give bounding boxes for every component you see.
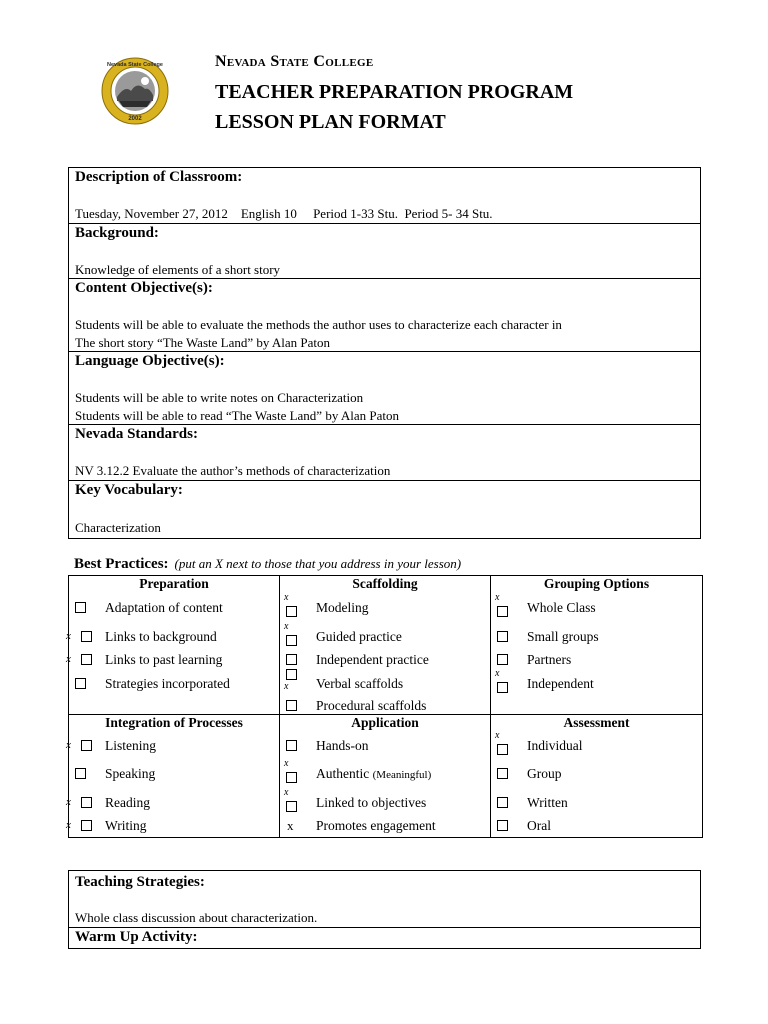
checkbox[interactable] <box>81 631 92 642</box>
checklist-item <box>66 738 279 754</box>
checklist-item <box>280 758 490 782</box>
item-label: Partners <box>527 652 572 667</box>
group-grouping-options <box>491 576 703 715</box>
checklist-item <box>280 698 490 714</box>
checkbox[interactable] <box>81 797 92 808</box>
item-label: Modeling <box>316 600 369 615</box>
best-practices-grid <box>68 575 703 838</box>
x-mark: x <box>284 787 289 798</box>
group-preparation <box>66 576 280 715</box>
checkbox[interactable] <box>497 631 508 642</box>
checklist-item <box>66 629 279 645</box>
checklist-item <box>491 668 702 692</box>
item-label: Verbal scaffolds <box>316 676 404 691</box>
section-background <box>69 224 700 279</box>
checklist-item <box>66 652 279 668</box>
item-label: Whole Class <box>527 600 596 615</box>
checklist-item <box>280 738 490 754</box>
body-line: Students will be able to write notes on Characterization <box>75 390 364 405</box>
body-line: Whole class discussion about characterization. <box>75 910 318 925</box>
checkbox[interactable] <box>497 768 508 779</box>
group-heading: Integration of Processes <box>105 715 243 730</box>
section-nevada-standards <box>69 425 700 481</box>
item-label-main: Authentic <box>316 766 370 781</box>
item-label: Listening <box>105 738 156 753</box>
checklist-item <box>491 652 702 668</box>
checklist-item <box>280 592 490 616</box>
group-heading: Preparation <box>139 576 209 591</box>
best-practices-label: Best Practices: <box>74 556 169 572</box>
checkbox[interactable] <box>75 768 86 779</box>
checkbox[interactable] <box>497 606 508 617</box>
item-label: Procedural scaffolds <box>316 698 427 713</box>
x-mark: x <box>66 739 71 751</box>
section-title: Nevada Standards: <box>75 426 198 442</box>
section-title: Language Objective(s): <box>75 353 225 369</box>
checklist-item <box>66 818 279 834</box>
section-body <box>75 462 390 480</box>
checkbox[interactable] <box>497 654 508 665</box>
checkbox[interactable] <box>75 678 86 689</box>
checklist-item <box>491 766 702 782</box>
item-label-sub: (Meaningful) <box>372 769 432 781</box>
item-label: Hands-on <box>316 738 369 753</box>
checklist-item <box>280 818 490 834</box>
section-title: Key Vocabulary: <box>75 482 183 498</box>
checklist-item <box>280 652 490 668</box>
teaching-box <box>68 870 701 949</box>
item-label: Oral <box>527 818 551 833</box>
item-label: Writing <box>105 818 147 833</box>
x-mark: x <box>284 758 289 769</box>
section-content-objectives <box>69 279 700 352</box>
group-heading: Assessment <box>563 715 630 730</box>
x-mark: x <box>66 630 71 642</box>
group-scaffolding <box>280 576 491 715</box>
checkbox[interactable] <box>81 820 92 831</box>
college-name: Nevada State College <box>215 53 374 70</box>
checkbox[interactable] <box>286 740 297 751</box>
checkbox[interactable] <box>81 740 92 751</box>
seal-year: 2002 <box>128 116 142 122</box>
item-label: Links to background <box>105 629 217 644</box>
group-integration-of-processes <box>66 715 280 838</box>
checkbox[interactable] <box>497 682 508 693</box>
body-line: NV 3.12.2 Evaluate the author’s methods of characterization <box>75 463 391 478</box>
checklist-item <box>280 787 490 811</box>
best-practices-note: (put an X next to those that you address in your lesson) <box>174 556 462 571</box>
group-heading: Application <box>351 715 419 730</box>
checkbox[interactable] <box>286 654 297 665</box>
section-title: Background: <box>75 225 159 241</box>
section-language-objectives <box>69 352 700 425</box>
section-body <box>75 519 161 537</box>
checkbox[interactable] <box>286 801 297 812</box>
checklist-item <box>280 621 490 645</box>
checkbox[interactable] <box>286 700 297 711</box>
checklist-item <box>491 818 702 834</box>
section-title: Content Objective(s): <box>75 280 213 296</box>
item-label: Written <box>527 795 568 810</box>
checkbox[interactable] <box>75 602 86 613</box>
checkbox[interactable] <box>81 654 92 665</box>
checkbox[interactable] <box>497 744 508 755</box>
body-line: Knowledge of elements of a short story <box>75 262 281 277</box>
item-label: Linked to objectives <box>316 795 427 810</box>
item-label: Independent practice <box>316 652 429 667</box>
x-mark: x <box>495 592 500 603</box>
item-label: Group <box>527 766 562 781</box>
x-mark: x <box>284 681 289 692</box>
checkbox[interactable] <box>286 772 297 783</box>
section-classroom <box>69 168 700 224</box>
item-label: Strategies incorporated <box>105 676 230 691</box>
x-mark: x <box>66 819 71 831</box>
section-body <box>75 909 317 927</box>
x-mark: x <box>66 653 71 665</box>
item-label: Individual <box>527 738 583 753</box>
section-body <box>75 389 399 425</box>
item-label: Reading <box>105 795 150 810</box>
checklist-item <box>69 766 279 782</box>
checkbox[interactable] <box>497 820 508 831</box>
group-application <box>280 715 491 838</box>
x-mark: x <box>284 621 289 632</box>
group-heading: Scaffolding <box>352 576 418 591</box>
checklist-item <box>66 795 279 811</box>
checklist-item <box>491 592 702 616</box>
item-label: Promotes engagement <box>316 818 436 833</box>
item-label: Guided practice <box>316 629 402 644</box>
checklist-item <box>491 730 702 754</box>
group-heading: Grouping Options <box>543 576 650 591</box>
best-practices-title <box>74 556 461 573</box>
section-title: Description of Classroom: <box>75 169 243 185</box>
item-label: Independent <box>527 676 594 691</box>
x-mark: x <box>495 730 500 741</box>
section-body <box>75 205 493 223</box>
section-body <box>75 316 562 352</box>
item-label <box>316 766 431 783</box>
x-mark: x <box>66 796 71 808</box>
body-line: Tuesday, November 27, 2012 English 10 Period 1-33 Stu. Period 5- 34 Stu. <box>75 206 493 221</box>
item-label: Speaking <box>105 766 156 781</box>
seal-text: Nevada State College <box>107 62 163 68</box>
section-teaching-strategies <box>69 871 700 928</box>
item-label: Small groups <box>527 629 599 644</box>
body-line: Students will be able to evaluate the methods the author uses to characterize each character in <box>75 317 562 332</box>
checklist-item <box>280 676 490 692</box>
x-mark: x <box>284 592 289 603</box>
checklist-item <box>69 600 279 616</box>
checklist-item <box>69 676 279 692</box>
checklist-item <box>491 795 702 811</box>
checklist-item <box>491 629 702 645</box>
body-line: The short story “The Waste Land” by Alan Paton <box>75 335 331 350</box>
format-title: LESSON PLAN FORMAT <box>215 111 446 133</box>
section-title: Warm Up Activity: <box>75 929 198 945</box>
section-title: Teaching Strategies: <box>75 874 205 890</box>
item-label: Links to past learning <box>105 652 223 667</box>
checkbox[interactable] <box>286 669 297 680</box>
checkbox[interactable] <box>497 797 508 808</box>
checkbox[interactable] <box>286 606 297 617</box>
body-line: Characterization <box>75 520 161 535</box>
x-mark: x <box>495 668 500 679</box>
group-assessment <box>491 715 703 838</box>
lesson-details-box <box>68 167 701 539</box>
item-label: Adaptation of content <box>105 600 223 615</box>
body-line: Students will be able to read “The Waste Land” by Alan Paton <box>75 408 399 423</box>
section-warm-up <box>69 928 700 948</box>
program-title: TEACHER PREPARATION PROGRAM <box>215 81 574 103</box>
section-body <box>75 261 280 279</box>
college-seal <box>101 57 169 125</box>
checkbox[interactable] <box>286 635 297 646</box>
x-mark: x <box>287 818 294 833</box>
section-key-vocabulary <box>69 481 700 538</box>
